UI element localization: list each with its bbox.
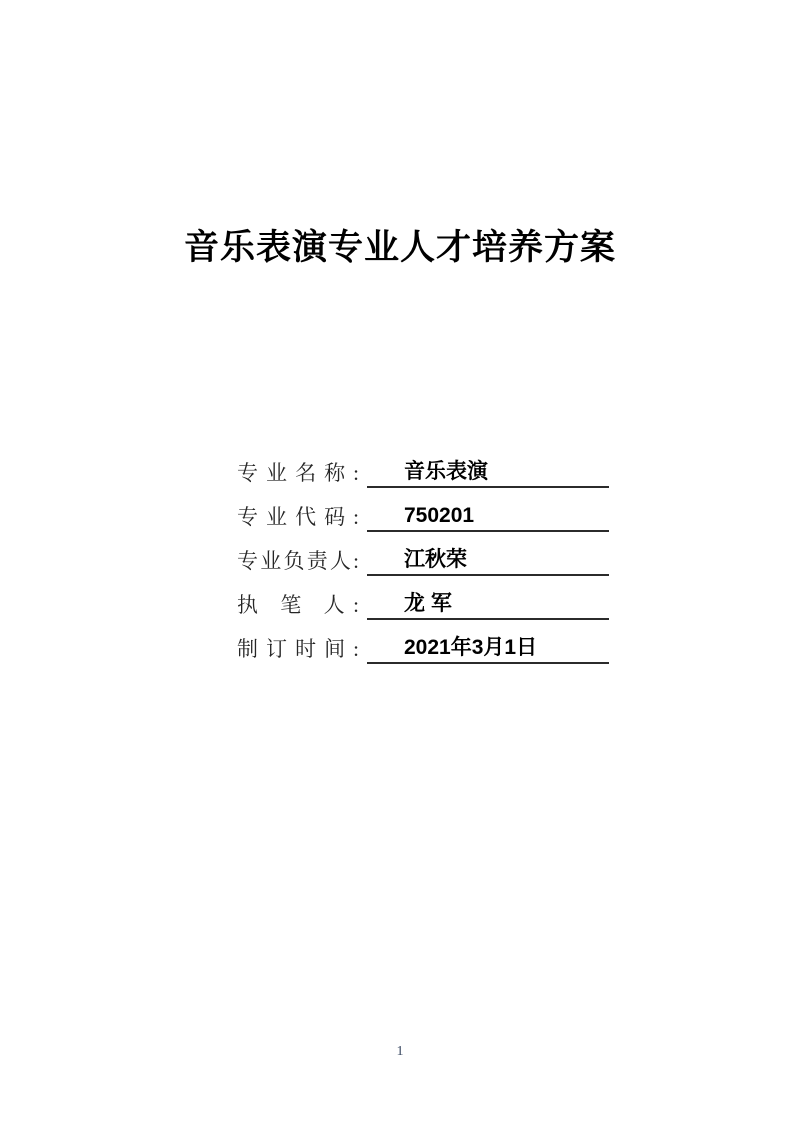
form-row-writer — [237, 590, 617, 620]
writer-value: 龙 军 — [367, 589, 609, 620]
form-row-major-name — [237, 458, 617, 488]
form-row-formulation-date — [237, 634, 617, 664]
major-name-value: 音乐表演 — [367, 457, 609, 488]
writer-label: 执 笔 人: — [237, 593, 359, 617]
page-footer — [0, 1042, 800, 1060]
major-director-value: 江秋荣 — [367, 545, 609, 576]
form-row-major-code — [237, 502, 617, 532]
major-director-label: 专业负责人: — [237, 549, 359, 573]
major-code-value: 750201 — [367, 501, 609, 532]
formulation-date-label: 制订时间: — [237, 637, 359, 661]
major-code-label: 专业代码: — [237, 505, 359, 529]
cover-form — [237, 458, 617, 678]
major-name-label: 专业名称: — [237, 461, 359, 485]
document-title: 音乐表演专业人才培养方案 — [183, 228, 616, 267]
page-number: 1 — [396, 1044, 404, 1059]
form-row-major-director — [237, 546, 617, 576]
formulation-date-value: 2021年3月1日 — [367, 633, 609, 664]
